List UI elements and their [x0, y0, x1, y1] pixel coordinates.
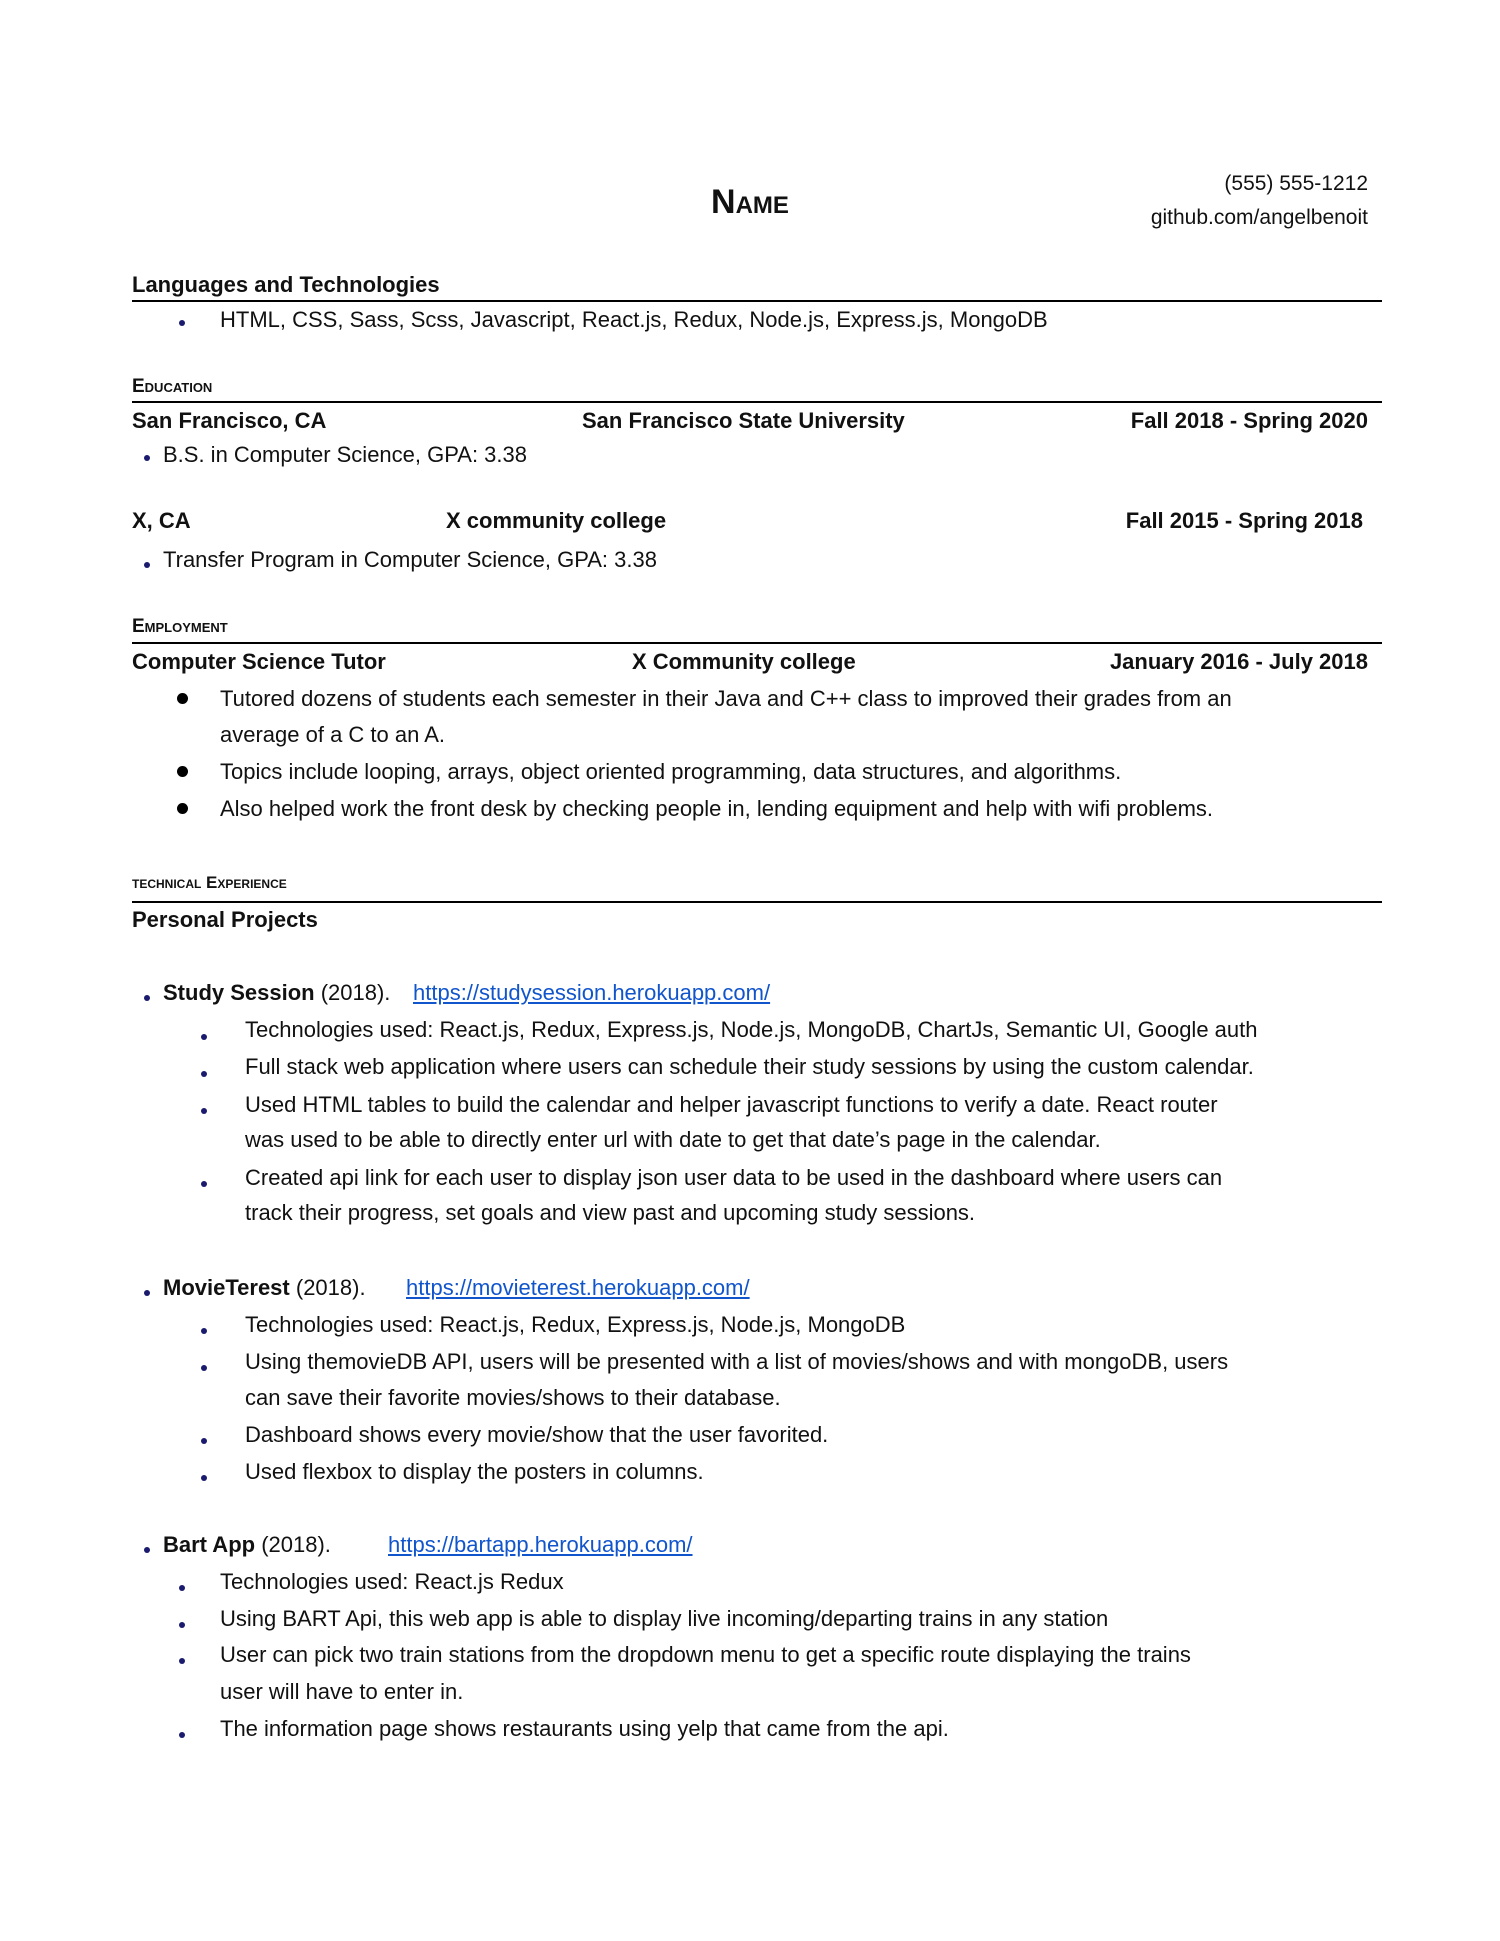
edu-location: X, CA [132, 508, 191, 533]
bullet-icon [179, 320, 185, 326]
languages-list: HTML, CSS, Sass, Scss, Javascript, React.js, Redux, Node.js, Express.js, MongoDB [220, 307, 1048, 332]
bullet-icon [177, 693, 188, 704]
project-bullet-cont: user will have to enter in. [220, 1679, 464, 1704]
bullet-icon [177, 803, 188, 814]
edu-dates: Fall 2018 - Spring 2020 [1130, 408, 1368, 433]
bullet-icon [179, 1732, 185, 1738]
bullet-icon [201, 1108, 207, 1114]
bullet-icon [201, 1475, 207, 1481]
project-bullet: Using themovieDB API, users will be presented with a list of movies/shows and with mongoDB, users [245, 1349, 1229, 1374]
project-link[interactable]: https://movieterest.herokuapp.com/ [406, 1275, 750, 1300]
project-bullet: Using BART Api, this web app is able to display live incoming/departing trains in any station [220, 1606, 1109, 1631]
phone: (555) 555-1212 [1224, 172, 1368, 195]
job-bullet: Topics include looping, arrays, object oriented programming, data structures, and algorithms. [220, 759, 1122, 784]
divider [132, 642, 1382, 644]
bullet-icon [201, 1071, 207, 1077]
divider [132, 401, 1382, 403]
job-bullet: average of a C to an A. [220, 722, 446, 747]
edu-school: X community college [446, 508, 667, 533]
project-title: Study Session (2018). [163, 980, 391, 1005]
bullet-icon [201, 1181, 207, 1187]
project-title: MovieTerest (2018). [163, 1275, 366, 1300]
edu-detail: B.S. in Computer Science, GPA: 3.38 [163, 442, 527, 467]
section-title-technical: technical Experience [132, 873, 287, 892]
bullet-icon [144, 1290, 150, 1296]
section-title-languages: Languages and Technologies [132, 272, 440, 297]
project-bullet: The information page shows restaurants using yelp that came from the api. [220, 1716, 949, 1741]
bullet-icon [201, 1365, 207, 1371]
github: github.com/angelbenoit [1150, 206, 1368, 229]
project-bullet-cont: was used to be able to directly enter url with date to get that date’s page in the calendar. [245, 1127, 1101, 1152]
bullet-icon [177, 766, 188, 777]
project-bullet: Dashboard shows every movie/show that the user favorited. [245, 1422, 829, 1447]
bullet-icon [201, 1438, 207, 1444]
project-bullet: User can pick two train stations from the dropdown menu to get a specific route displaying the trains [220, 1642, 1191, 1667]
project-bullet: Used flexbox to display the posters in columns. [245, 1459, 704, 1484]
bullet-icon [201, 1034, 207, 1040]
bullet-icon [144, 562, 150, 568]
edu-location: San Francisco, CA [132, 408, 327, 433]
project-bullet-cont: track their progress, set goals and view past and upcoming study sessions. [245, 1200, 976, 1225]
edu-school: San Francisco State University [582, 408, 905, 433]
personal-projects-heading: Personal Projects [132, 907, 318, 932]
project-bullet: Technologies used: React.js Redux [220, 1569, 564, 1594]
job-role: Computer Science Tutor [132, 649, 386, 674]
section-title-education: Education [132, 376, 213, 397]
bullet-icon [144, 1547, 150, 1553]
project-title: Bart App (2018). [163, 1532, 331, 1557]
bullet-icon [201, 1328, 207, 1334]
project-bullet-cont: can save their favorite movies/shows to their database. [245, 1385, 781, 1410]
job-dates: January 2016 - July 2018 [1109, 649, 1368, 674]
project-link[interactable]: https://bartapp.herokuapp.com/ [388, 1532, 693, 1557]
job-org: X Community college [632, 649, 856, 674]
section-title-employment: Employment [132, 616, 228, 637]
project-bullet: Technologies used: React.js, Redux, Express.js, Node.js, MongoDB [245, 1312, 906, 1337]
edu-detail: Transfer Program in Computer Science, GPA: 3.38 [163, 547, 657, 572]
project-bullet: Technologies used: React.js, Redux, Express.js, Node.js, MongoDB, ChartJs, Semantic UI, Google auth [245, 1017, 1258, 1042]
bullet-icon [179, 1585, 185, 1591]
project-bullet: Created api link for each user to display json user data to be used in the dashboard where users can [245, 1165, 1223, 1190]
job-bullet: Also helped work the front desk by checking people in, lending equipment and help with wifi problems. [220, 796, 1214, 821]
job-bullet: Tutored dozens of students each semester in their Java and C++ class to improved their grades from an [220, 686, 1232, 711]
divider [132, 901, 1382, 903]
bullet-icon [179, 1658, 185, 1664]
project-bullet: Full stack web application where users can schedule their study sessions by using the custom calendar. [245, 1054, 1254, 1079]
bullet-icon [144, 995, 150, 1001]
bullet-icon [144, 455, 150, 461]
project-bullet: Used HTML tables to build the calendar and helper javascript functions to verify a date. React router [245, 1092, 1218, 1117]
name-heading: Name [711, 183, 789, 221]
edu-dates: Fall 2015 - Spring 2018 [1125, 508, 1363, 533]
divider [132, 300, 1382, 302]
project-link[interactable]: https://studysession.herokuapp.com/ [413, 980, 771, 1005]
bullet-icon [179, 1622, 185, 1628]
